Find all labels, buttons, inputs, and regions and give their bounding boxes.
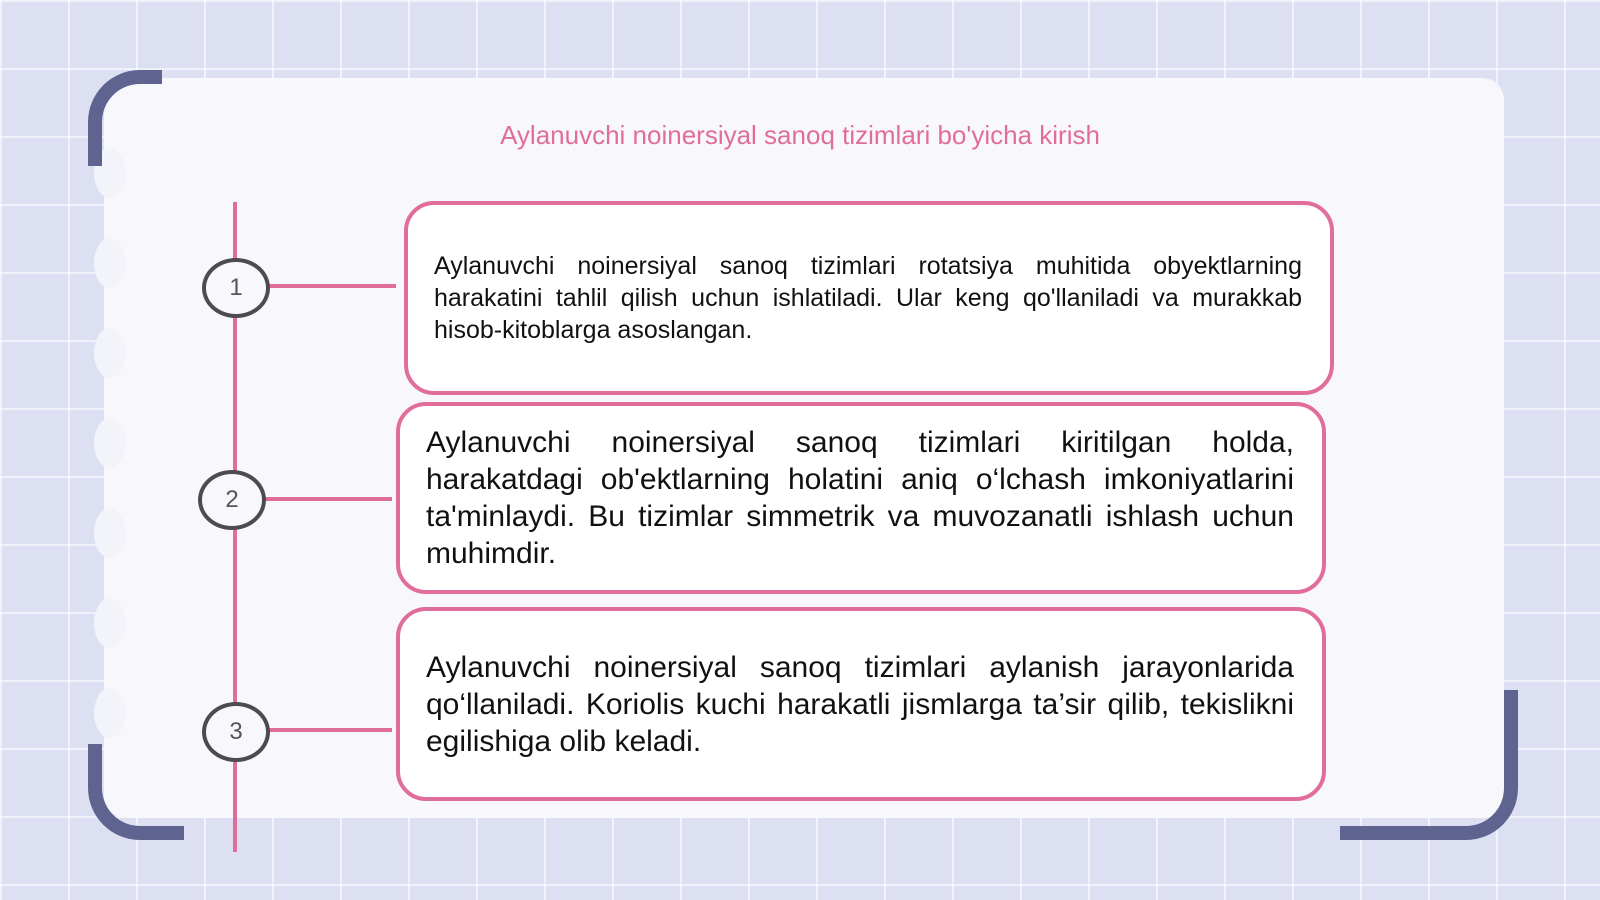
card-scallop <box>94 328 126 378</box>
step-text-2: Aylanuvchi noinersiyal sanoq tizimlari kiritilgan holda, harakatdagi ob'ektlarning holatini aniq o‘lchash imkoniyatlarini ta'minlaydi. Bu tizimlar simmetrik va muvozanatli ishlash uchun muhimdir. <box>426 426 1294 570</box>
step-card-2 <box>396 402 1326 594</box>
corner-bracket-bottom-right <box>1340 690 1518 840</box>
card-scallop <box>94 238 126 288</box>
card-scallop <box>94 688 126 738</box>
step-number-2: 2 <box>198 470 266 530</box>
step-card-3 <box>396 607 1326 801</box>
step-text-1: Aylanuvchi noinersiyal sanoq tizimlari rotatsiya muhitida obyektlarning harakatini tahlil qilish uchun ishlatiladi. Ular keng qo'llaniladi va murakkab hisob-kitoblarga asoslangan. <box>434 252 1302 344</box>
step-text-3: Aylanuvchi noinersiyal sanoq tizimlari aylanish jarayonlarida qo‘llaniladi. Koriolis kuchi harakatli jismlarga ta’sir qilib, tekislikni egilishiga olib keladi. <box>426 650 1294 758</box>
step-number-3: 3 <box>202 702 270 762</box>
timeline-connector <box>266 284 396 288</box>
card-scallop <box>94 598 126 648</box>
step-number-1: 1 <box>202 258 270 318</box>
slide-title: Aylanuvchi noinersiyal sanoq tizimlari bo'yicha kirish <box>500 120 1100 150</box>
timeline-connector <box>266 728 392 732</box>
card-scallop <box>94 418 126 468</box>
corner-bracket-top-left <box>88 70 162 166</box>
timeline-connector <box>264 497 392 501</box>
corner-bracket-bottom-left <box>88 744 184 840</box>
step-card-1 <box>404 201 1334 395</box>
card-scallop <box>94 508 126 558</box>
